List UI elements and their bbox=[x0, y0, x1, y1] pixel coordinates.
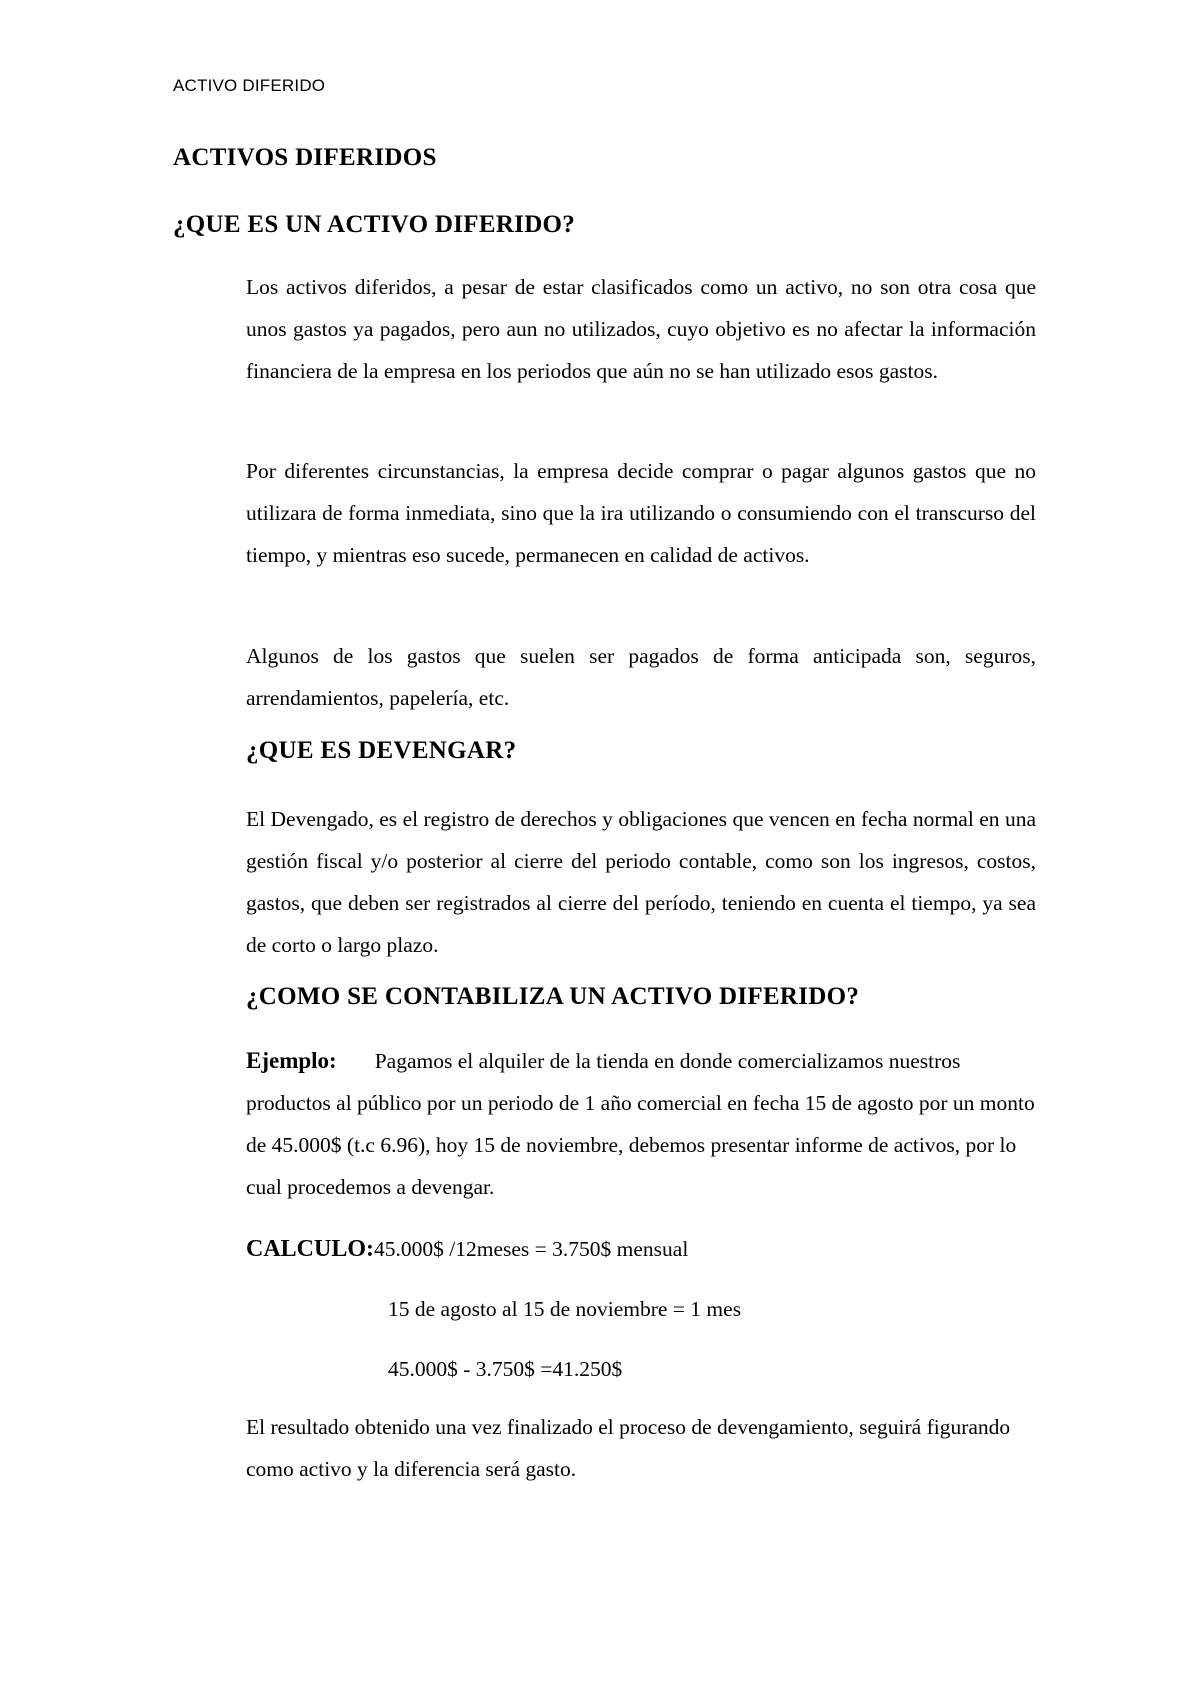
section-heading-que-es-activo-diferido: ¿QUE ES UN ACTIVO DIFERIDO? bbox=[173, 211, 576, 238]
example-text: Pagamos el alquiler de la tienda en donde comercializamos nuestros productos al público por un periodo de 1 año comercial en fecha 15 de agosto por un monto de 45.000$ (t.c 6.96), hoy 15 de noviembre, debemos presentar informe de activos, por lo cual procedemos a devengar. bbox=[246, 1049, 1035, 1199]
calculation-monthly: 45.000$ /12meses = 3.750$ mensual bbox=[374, 1237, 689, 1261]
example-paragraph bbox=[246, 1040, 1036, 1208]
section-heading-que-es-devengar: ¿QUE ES DEVENGAR? bbox=[246, 737, 517, 764]
paragraph-definicion: Los activos diferidos, a pesar de estar clasificados como un activo, no son otra cosa que unos gastos ya pagados, pero aun no utilizados, cuyo objetivo es no afectar la información financiera de la empresa en los periodos que aún no se han utilizado esos gastos. bbox=[246, 275, 1036, 383]
document-title: ACTIVOS DIFERIDOS bbox=[173, 144, 437, 171]
calculation-line-1 bbox=[246, 1234, 688, 1264]
running-header: ACTIVO DIFERIDO bbox=[173, 76, 326, 95]
paragraph-devengado: El Devengado, es el registro de derechos y obligaciones que vencen en fecha normal en una gestión fiscal y/o posterior al cierre del periodo contable, como son los ingresos, costos, gastos, que deben ser registrados al cierre del período, teniendo en cuenta el tiempo, ya sea de corto o largo plazo. bbox=[246, 807, 1036, 957]
calculation-line-3: 45.000$ - 3.750$ =41.250$ bbox=[388, 1357, 623, 1381]
paragraph-circunstancias: Por diferentes circunstancias, la empresa decide comprar o pagar algunos gastos que no utilizara de forma inmediata, sino que la ira utilizando o consumiendo con el transcurso del tiempo, y mientras eso sucede, permanecen en calidad de activos. bbox=[246, 459, 1036, 567]
calculation-line-2: 15 de agosto al 15 de noviembre = 1 mes bbox=[388, 1297, 742, 1321]
section-heading-como-se-contabiliza: ¿COMO SE CONTABILIZA UN ACTIVO DIFERIDO? bbox=[246, 983, 860, 1010]
calculation-label: CALCULO: bbox=[246, 1236, 375, 1262]
conclusion-paragraph: El resultado obtenido una vez finalizado el proceso de devengamiento, seguirá figurando como activo y la diferencia será gasto. bbox=[246, 1415, 1011, 1481]
paragraph-ejemplos-gastos: Algunos de los gastos que suelen ser pagados de forma anticipada son, seguros, arrendamientos, papelería, etc. bbox=[246, 644, 1036, 710]
example-label: Ejemplo: bbox=[246, 1048, 337, 1073]
